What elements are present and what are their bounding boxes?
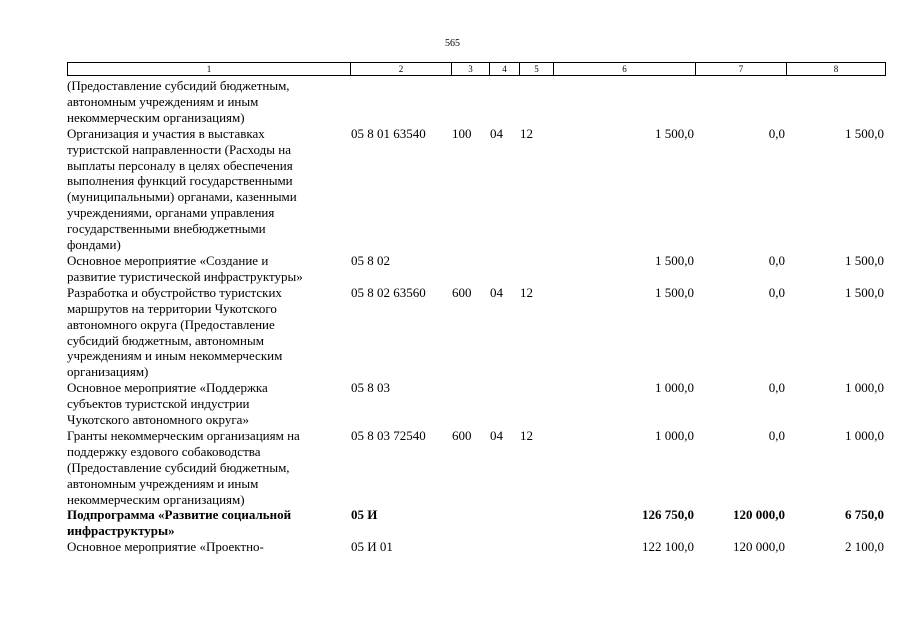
row-section <box>489 78 519 126</box>
row-section: 04 <box>490 125 503 141</box>
row-regional: 1 500,0 <box>845 284 884 300</box>
row-subsection <box>519 253 553 285</box>
row-expense-type: 100 <box>452 125 472 141</box>
header-col-3: 3 <box>452 63 490 76</box>
row-expense-type <box>451 78 489 126</box>
row-name-line: туристской направленности (Расходы на <box>67 141 291 157</box>
row-subsection <box>519 507 553 539</box>
row-code: 05 8 02 63560 <box>351 284 426 300</box>
header-col-1: 1 <box>68 63 351 76</box>
row-name <box>67 428 350 508</box>
row-expense-type <box>451 253 489 285</box>
header-col-5: 5 <box>520 63 554 76</box>
row-federal <box>695 78 786 126</box>
row-subsection <box>519 380 553 428</box>
row-regional: 1 000,0 <box>845 427 884 443</box>
header-col-2: 2 <box>351 63 452 76</box>
row-name-line: автономным учреждениям и иным <box>67 93 259 109</box>
table-row <box>67 539 885 555</box>
header-col-6: 6 <box>554 63 696 76</box>
row-code: 05 И <box>351 507 378 523</box>
budget-table <box>67 78 885 555</box>
row-regional: 1 500,0 <box>845 252 884 268</box>
row-name-line: автономным учреждениям и иным <box>67 475 259 491</box>
row-name-line: (Предоставление субсидий бюджетным, <box>67 459 290 475</box>
row-subsection <box>519 78 553 126</box>
row-expense-type <box>451 380 489 428</box>
row-name-line: субъектов туристской индустрии <box>67 396 250 412</box>
row-name-line: Подпрограмма «Развитие социальной <box>67 507 292 523</box>
row-total: 122 100,0 <box>642 539 694 555</box>
row-name-line: учреждениями, органами управления <box>67 205 275 221</box>
row-name-line: маршрутов на территории Чукотского <box>67 300 277 316</box>
row-name <box>67 380 350 428</box>
row-total: 1 500,0 <box>655 284 694 300</box>
row-name-line: субсидий бюджетным, автономным <box>67 332 264 348</box>
row-total: 1 000,0 <box>655 380 694 396</box>
row-name-line: организациям) <box>67 364 149 380</box>
row-name-line: Основное мероприятие «Поддержка <box>67 380 268 396</box>
row-subsection: 12 <box>520 125 533 141</box>
row-name-line: (Предоставление субсидий бюджетным, <box>67 78 290 93</box>
row-expense-type <box>451 507 489 539</box>
row-federal: 120 000,0 <box>733 539 785 555</box>
row-code: 05 8 03 72540 <box>351 427 426 443</box>
row-total <box>553 78 695 126</box>
row-total: 1 000,0 <box>655 427 694 443</box>
row-federal: 120 000,0 <box>733 507 785 523</box>
table-row <box>67 428 885 508</box>
row-name <box>67 126 350 253</box>
header-col-8: 8 <box>787 63 886 76</box>
row-name <box>67 253 350 285</box>
row-federal: 0,0 <box>768 252 785 268</box>
row-subsection: 12 <box>520 284 533 300</box>
header-col-4: 4 <box>490 63 520 76</box>
row-name-line: фондами) <box>67 237 121 253</box>
row-name-line: выплаты персоналу в целях обеспечения <box>67 157 293 173</box>
row-name-line: автономного округа (Предоставление <box>67 316 275 332</box>
table-row <box>67 78 885 126</box>
row-name-line: развитие туристической инфраструктуры» <box>67 268 303 284</box>
row-federal: 0,0 <box>768 427 785 443</box>
row-expense-type: 600 <box>452 284 472 300</box>
row-subsection <box>519 539 553 555</box>
row-section <box>489 507 519 539</box>
row-name-line: выполнения функций государственными <box>67 173 293 189</box>
row-regional: 1 000,0 <box>845 380 884 396</box>
header-col-7: 7 <box>696 63 787 76</box>
row-section: 04 <box>490 284 503 300</box>
table-header <box>67 62 886 76</box>
row-name <box>67 285 350 380</box>
row-name-line: Гранты некоммерческим организациям на <box>67 427 300 443</box>
row-total: 126 750,0 <box>642 507 694 523</box>
row-code: 05 8 02 <box>351 252 390 268</box>
row-name <box>67 78 350 126</box>
row-regional: 2 100,0 <box>845 539 884 555</box>
row-name <box>67 507 350 539</box>
row-name-line: некоммерческим организациям) <box>67 109 245 125</box>
table-row <box>67 253 885 285</box>
row-total: 1 500,0 <box>655 252 694 268</box>
row-name-line: некоммерческим организациям) <box>67 491 245 507</box>
row-name <box>67 539 350 555</box>
table-row <box>67 507 885 539</box>
row-regional: 6 750,0 <box>845 507 884 523</box>
row-code: 05 И 01 <box>351 539 393 555</box>
row-section: 04 <box>490 427 503 443</box>
row-name-line: Разработка и обустройство туристских <box>67 284 282 300</box>
row-regional <box>786 78 885 126</box>
row-name-line: учреждениям и иным некоммерческим <box>67 348 283 364</box>
row-code: 05 8 03 <box>351 380 390 396</box>
row-name-line: Организация и участия в выставках <box>67 125 265 141</box>
row-expense-type: 600 <box>452 427 472 443</box>
row-federal: 0,0 <box>768 380 785 396</box>
row-section <box>489 253 519 285</box>
row-name-line: Чукотского автономного округа» <box>67 412 249 428</box>
table-row <box>67 380 885 428</box>
row-name-line: Основное мероприятие «Создание и <box>67 252 269 268</box>
row-name-line: инфраструктуры» <box>67 523 175 539</box>
row-total: 1 500,0 <box>655 125 694 141</box>
row-name-line: Основное мероприятие «Проектно- <box>67 539 264 555</box>
row-section <box>489 539 519 555</box>
row-section <box>489 380 519 428</box>
row-code: 05 8 01 63540 <box>351 125 426 141</box>
row-name-line: (муниципальными) органами, казенными <box>67 189 297 205</box>
row-expense-type <box>451 539 489 555</box>
row-name-line: государственными внебюджетными <box>67 221 266 237</box>
row-code <box>350 78 451 126</box>
table-row <box>67 285 885 380</box>
row-subsection: 12 <box>520 427 533 443</box>
row-federal: 0,0 <box>768 284 785 300</box>
row-regional: 1 500,0 <box>845 125 884 141</box>
row-federal: 0,0 <box>768 125 785 141</box>
table-row <box>67 126 885 253</box>
row-name-line: поддержку ездового собаководства <box>67 443 261 459</box>
page-number: 565 <box>445 38 460 49</box>
